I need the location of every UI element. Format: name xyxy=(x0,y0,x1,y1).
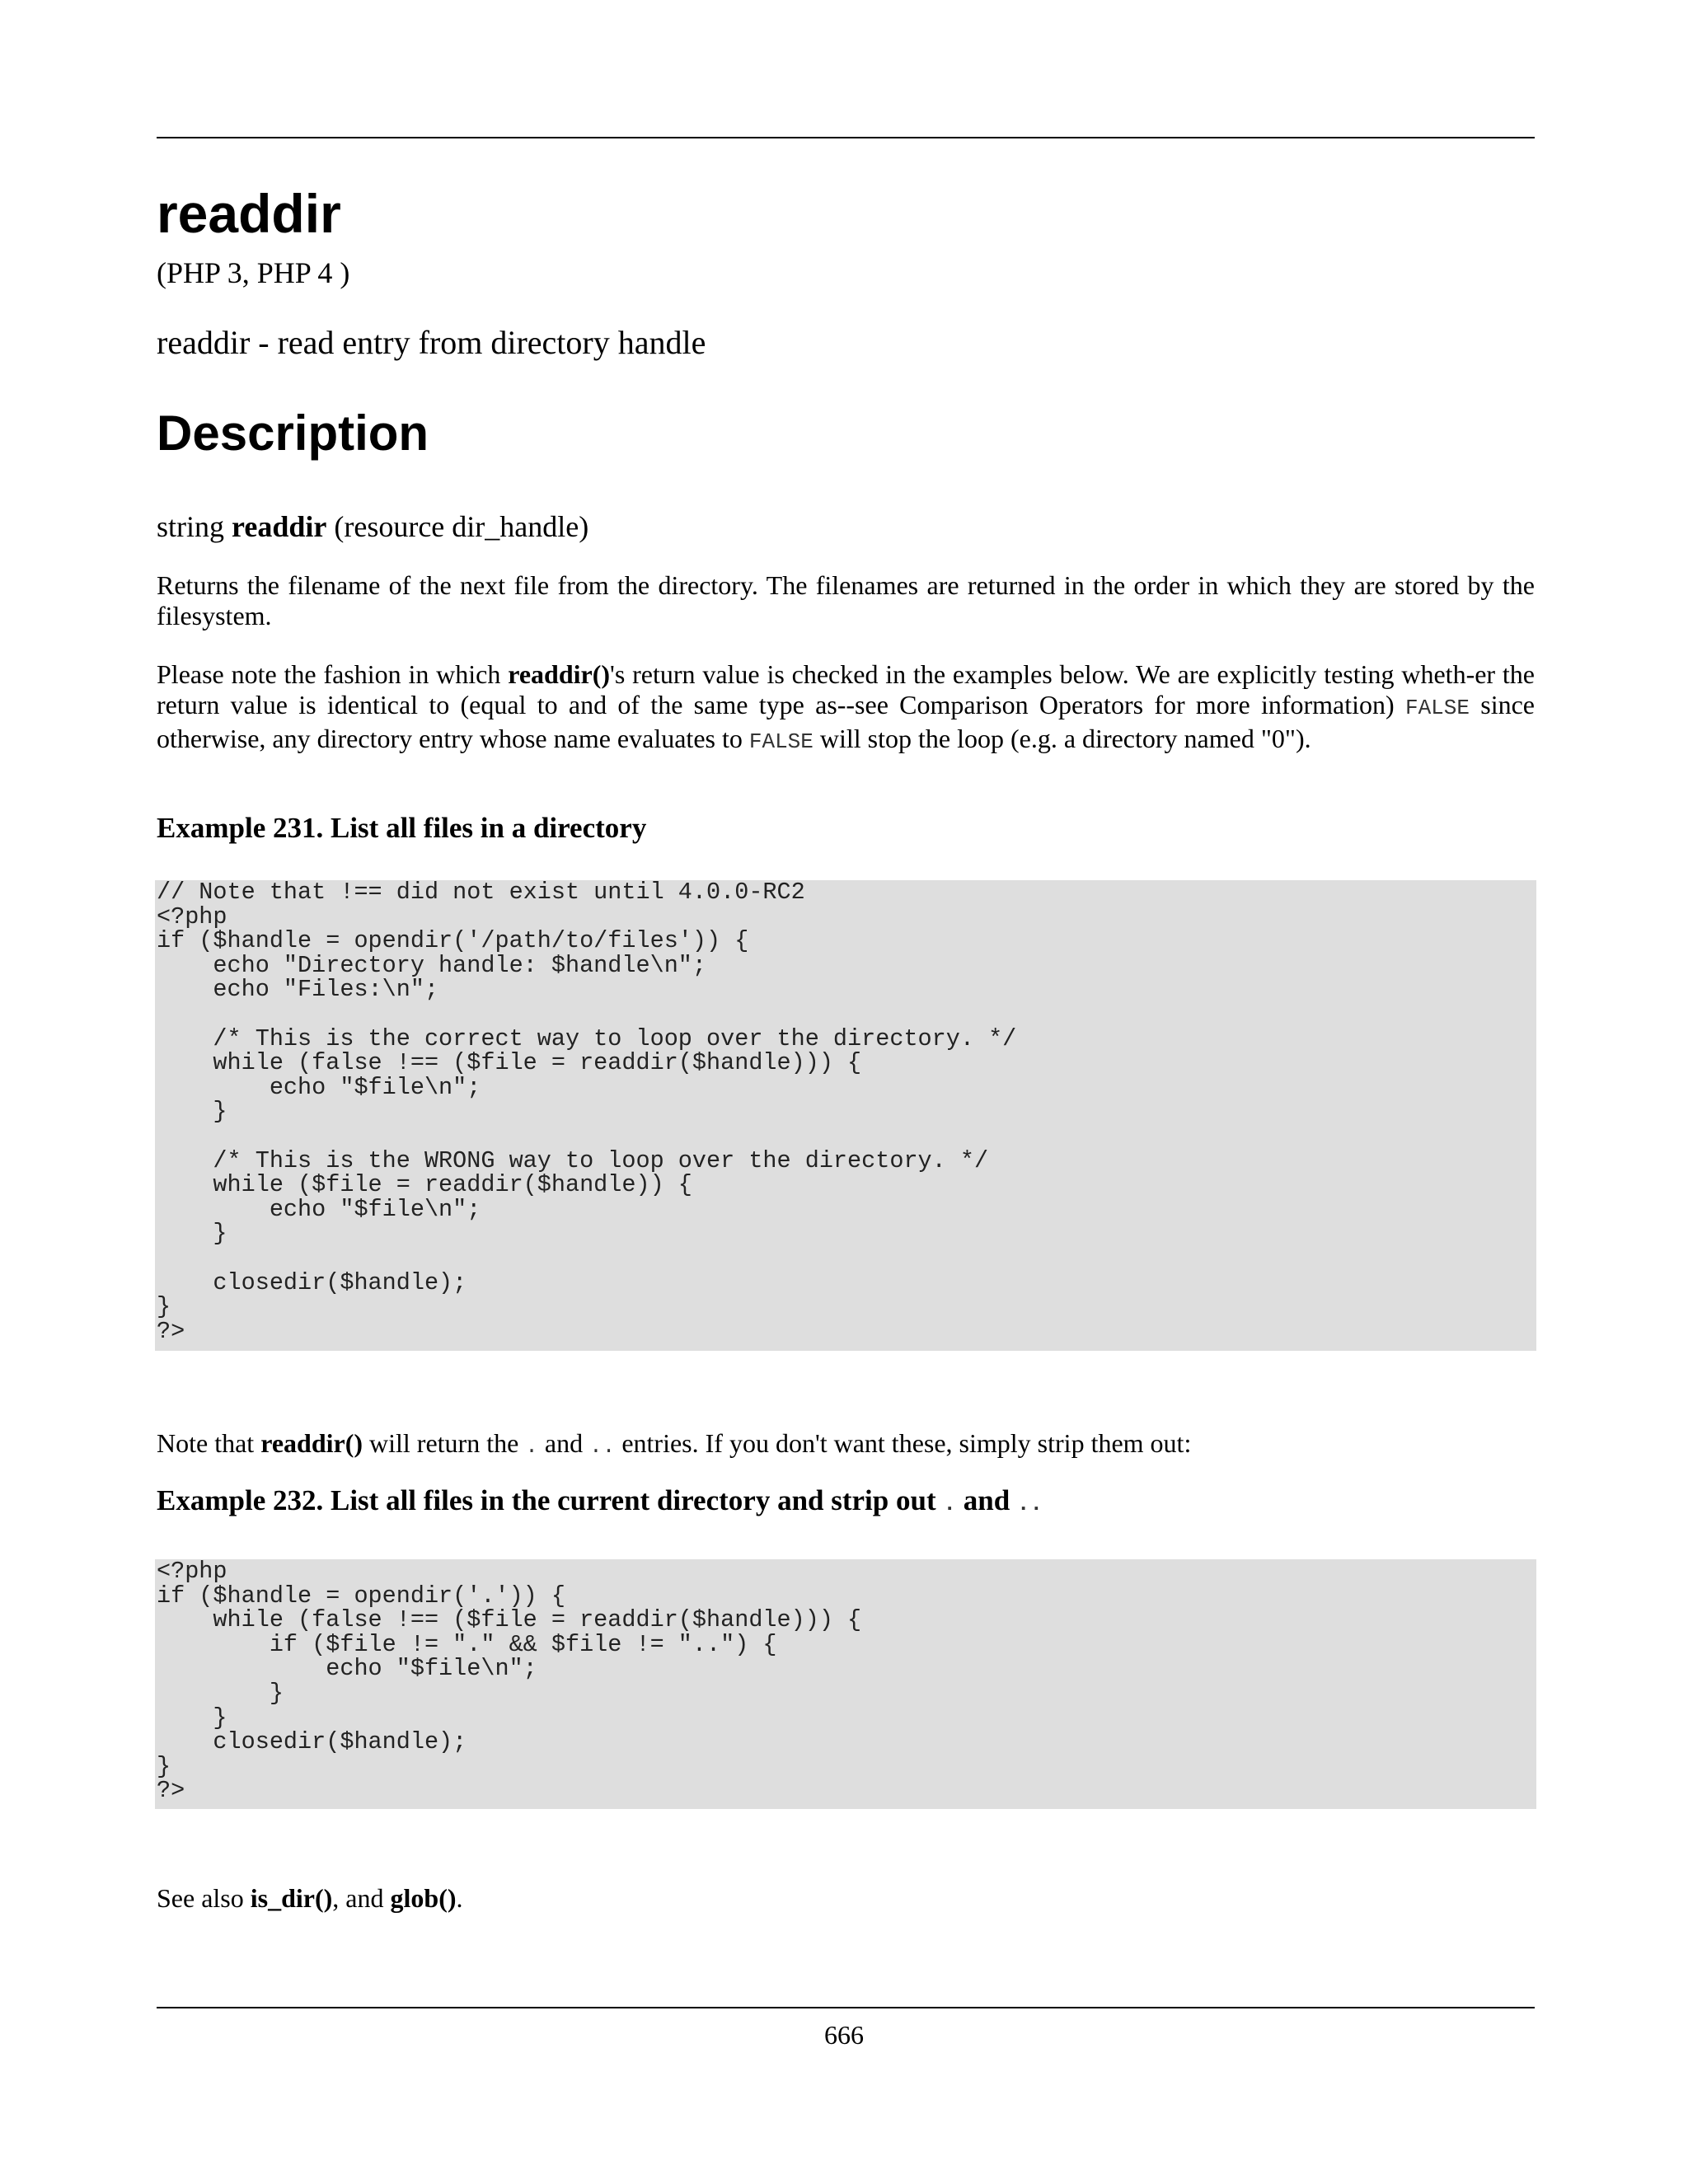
readdir-func-ref: readdir() xyxy=(260,1428,363,1458)
example-232-title xyxy=(157,1483,1043,1518)
code-line: echo "Files:\n"; xyxy=(157,976,439,1004)
is-dir-func-ref: is_dir() xyxy=(250,1883,333,1913)
example-231-title: Example 231. List all files in a directory xyxy=(157,812,647,844)
code-line: if ($handle = opendir('.')) { xyxy=(157,1582,565,1610)
code-line: <?php xyxy=(157,1559,227,1585)
code-line: closedir($handle); xyxy=(157,1268,467,1296)
code-line: echo "$file\n"; xyxy=(157,1655,537,1683)
false-constant: FALSE xyxy=(1404,696,1470,720)
see-also xyxy=(157,1882,463,1914)
code-line: /* This is the correct way to loop over the directory. */ xyxy=(157,1024,1017,1052)
false-constant: FALSE xyxy=(748,729,814,754)
code-line: while ($file = readdir($handle)) { xyxy=(157,1171,692,1199)
function-params: (resource dir_handle) xyxy=(334,510,589,543)
page-number: 666 xyxy=(824,2020,864,2050)
dot-literal: . xyxy=(525,1434,538,1459)
para2-text: Please note the fashion in which xyxy=(157,659,509,689)
code-line xyxy=(157,1246,1535,1271)
page-title: readdir xyxy=(157,183,341,244)
code-line: } xyxy=(157,1752,171,1780)
code-line: } xyxy=(157,1704,227,1732)
readdir-func-ref: readdir() xyxy=(508,659,611,689)
code-line: if ($file != "." && $file != "..") { xyxy=(157,1630,777,1658)
header-rule xyxy=(157,137,1535,138)
code-line: } xyxy=(157,1098,227,1126)
note-text: will return the xyxy=(363,1428,526,1458)
code-line: } xyxy=(157,1220,227,1248)
code-line: /* This is the WRONG way to loop over the directory. */ xyxy=(157,1146,989,1174)
example-232-title-text: Example 232. List all files in the current directory and strip out xyxy=(157,1484,944,1516)
glob-func-ref: glob() xyxy=(390,1883,457,1913)
code-line xyxy=(157,1002,1535,1027)
code-line: closedir($handle); xyxy=(157,1728,467,1756)
example-232-title-text: and xyxy=(955,1484,1017,1516)
para2-text: 's return value is checked in the examples below. We are explicitly testing wheth-er the return value is identical to (equal to and of the same type as--see Comparison Operators for more information) xyxy=(157,659,1536,719)
note-text: and xyxy=(537,1428,590,1458)
para2-text: will stop the loop (e.g. a directory named "0"). xyxy=(813,724,1311,753)
code-line: } xyxy=(157,1293,171,1321)
note-text: entries. If you don't want these, simply strip them out: xyxy=(615,1428,1192,1458)
para2-text: since otherwise, any directory entry whose name evaluates to xyxy=(157,690,1536,753)
code-line: echo "Directory handle: $handle\n"; xyxy=(157,951,707,979)
code-line: while (false !== ($file = readdir($handle))) { xyxy=(157,1049,862,1077)
code-line: ?> xyxy=(157,1777,185,1805)
code-line: ?> xyxy=(157,1317,185,1345)
note-paragraph xyxy=(157,1427,1191,1460)
function-name: readdir xyxy=(232,510,327,543)
ref-purpose: readdir - read entry from directory handle xyxy=(157,324,706,361)
description-heading: Description xyxy=(157,405,429,461)
return-type: string xyxy=(157,510,225,543)
description-paragraph-2 xyxy=(157,659,1535,757)
see-also-text: . xyxy=(456,1883,463,1913)
code-line: if ($handle = opendir('/path/to/files')) { xyxy=(157,927,749,955)
see-also-text: , and xyxy=(332,1883,391,1913)
code-line xyxy=(157,1124,1535,1149)
function-synopsis xyxy=(157,509,588,545)
code-line: echo "$file\n"; xyxy=(157,1195,481,1223)
example-232-code xyxy=(155,1559,1536,1809)
code-line: } xyxy=(157,1679,284,1707)
code-line: echo "$file\n"; xyxy=(157,1073,481,1101)
dot-literal: . xyxy=(943,1492,956,1516)
footer-rule xyxy=(157,2007,1535,2008)
code-line: <?php xyxy=(157,902,227,930)
code-line: // Note that !== did not exist until 4.0.0-RC2 xyxy=(157,880,805,906)
code-line: while (false !== ($file = readdir($handle))) { xyxy=(157,1606,862,1634)
dotdot-literal: .. xyxy=(1016,1492,1043,1516)
note-text: Note that xyxy=(157,1428,261,1458)
see-also-text: See also xyxy=(157,1883,251,1913)
example-231-code xyxy=(155,880,1536,1351)
php-versions: (PHP 3, PHP 4 ) xyxy=(157,256,350,289)
description-paragraph-1: Returns the filename of the next file from the directory. The filenames are returned in the order in which they are stored by the filesystem. xyxy=(157,570,1535,630)
dotdot-literal: .. xyxy=(589,1434,616,1459)
